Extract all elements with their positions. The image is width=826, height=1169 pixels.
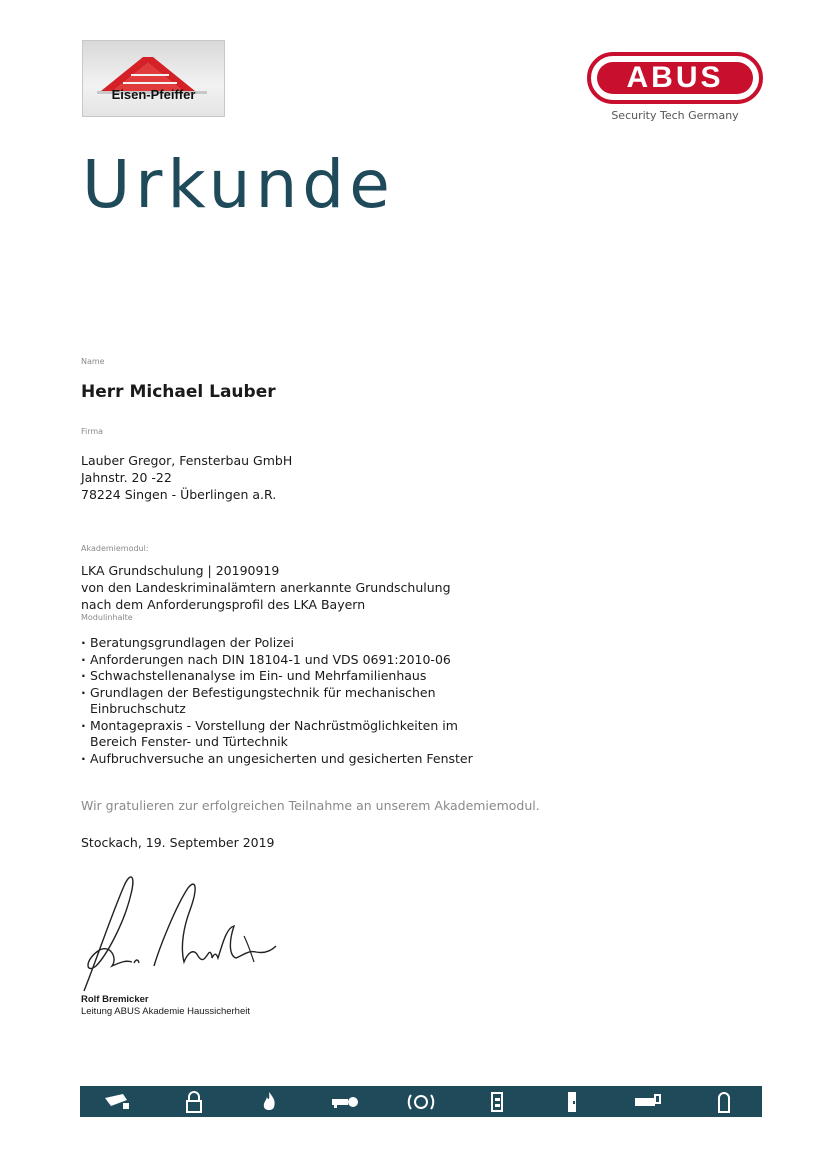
abus-tagline: Security Tech Germany bbox=[611, 109, 739, 122]
module-description bbox=[81, 562, 451, 613]
signature-image bbox=[76, 866, 286, 996]
abus-pill bbox=[587, 52, 763, 104]
company-line: Lauber Gregor, Fensterbau GmbH bbox=[81, 453, 293, 468]
bike-lock-icon bbox=[709, 1090, 739, 1114]
list-item: · Grundlagen der Befestigungstechnik für mechanischen Einbruchschutz bbox=[81, 685, 473, 718]
company-label: Firma bbox=[81, 427, 104, 436]
abus-logo bbox=[587, 52, 763, 126]
module-line: nach dem Anforderungsprofil des LKA Bayern bbox=[81, 597, 366, 612]
door-icon bbox=[557, 1090, 587, 1114]
list-item: · Montagepraxis - Vorstellung der Nachrüstmöglichkeiten im Bereich Fenster- und Türtechnik bbox=[81, 718, 473, 751]
company-line: 78224 Singen - Überlingen a.R. bbox=[81, 487, 277, 502]
name-label: Name bbox=[81, 357, 105, 366]
signer-name: Rolf Bremicker bbox=[81, 994, 149, 1005]
list-item: · Beratungsgrundlagen der Polizei bbox=[81, 635, 473, 652]
door-handle-icon bbox=[482, 1090, 512, 1114]
contents-label: Modulinhalte bbox=[81, 613, 133, 622]
camera-icon bbox=[103, 1090, 133, 1114]
module-line: von den Landeskriminalämtern anerkannte Grundschulung bbox=[81, 580, 451, 595]
recipient-name: Herr Michael Lauber bbox=[81, 382, 276, 402]
eisen-pfeiffer-wordmark: Eisen-Pfeiffer bbox=[111, 87, 196, 102]
congratulation-text: Wir gratulieren zur erfolgreichen Teilnahme an unserem Akademiemodul. bbox=[81, 798, 540, 813]
company-line: Jahnstr. 20 -22 bbox=[81, 470, 172, 485]
signer-role: Leitung ABUS Akademie Haussicherheit bbox=[81, 1006, 250, 1017]
module-label: Akademiemodul: bbox=[81, 544, 149, 553]
abus-wordmark: ABUS bbox=[597, 62, 753, 94]
list-item: · Aufbruchversuche an ungesicherten und gesicherten Fenster bbox=[81, 751, 473, 768]
flame-icon bbox=[254, 1090, 284, 1114]
window-lock-icon bbox=[633, 1090, 663, 1114]
module-line: LKA Grundschulung | 20190919 bbox=[81, 563, 280, 578]
list-item: · Schwachstellenanalyse im Ein- und Mehrfamilienhaus bbox=[81, 668, 473, 685]
key-icon bbox=[330, 1090, 360, 1114]
padlock-icon bbox=[179, 1090, 209, 1114]
footer-icon-bar bbox=[80, 1086, 762, 1117]
module-contents-list bbox=[81, 635, 473, 767]
eisen-pfeiffer-logo bbox=[82, 40, 225, 117]
certificate-title: Urkunde bbox=[82, 146, 395, 223]
alarm-icon bbox=[406, 1090, 436, 1114]
company-address bbox=[81, 452, 292, 503]
place-and-date: Stockach, 19. September 2019 bbox=[81, 835, 275, 850]
list-item: · Anforderungen nach DIN 18104-1 und VDS 0691:2010-06 bbox=[81, 652, 473, 669]
